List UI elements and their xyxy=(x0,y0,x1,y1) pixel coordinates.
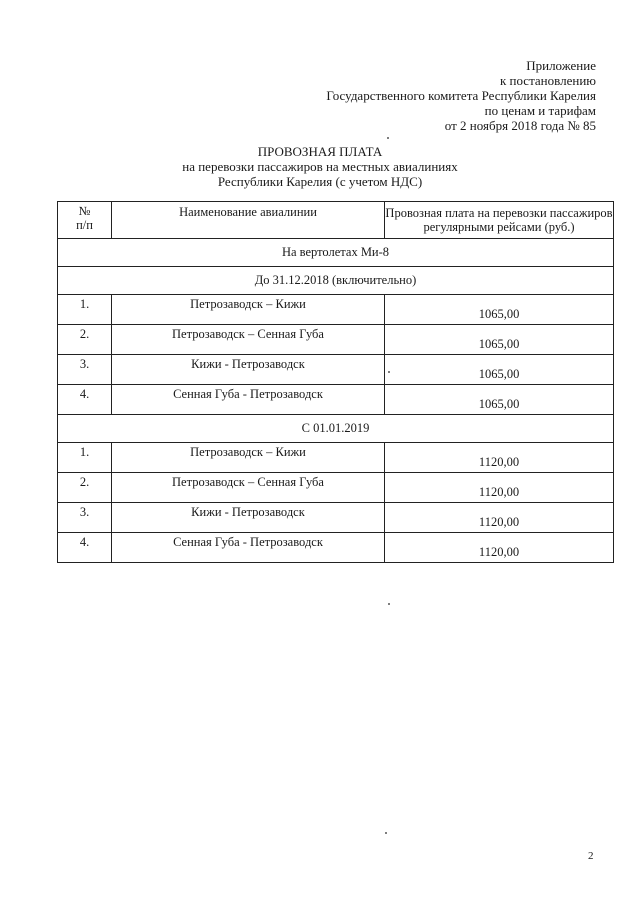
period-label: С 01.01.2019 xyxy=(58,415,614,443)
row-number: 4. xyxy=(58,533,112,563)
row-number: 2. xyxy=(58,473,112,503)
table-row xyxy=(58,503,614,533)
row-number: 3. xyxy=(58,355,112,385)
table-header-row xyxy=(58,202,614,239)
period-label: До 31.12.2018 (включительно) xyxy=(58,267,614,295)
fare-value: 1120,00 xyxy=(385,503,614,533)
fare-value: 1065,00 xyxy=(385,385,614,415)
appendix-header xyxy=(326,58,596,133)
header-route-name: Наименование авиалинии xyxy=(112,202,385,239)
route-name: Кижи - Петрозаводск xyxy=(112,355,385,385)
fare-value: 1065,00 xyxy=(385,325,614,355)
header-fare-line2: регулярными рейсами (руб.) xyxy=(423,220,575,234)
appendix-line: Государственного комитета Республики Карелия xyxy=(326,88,596,103)
fare-value: 1120,00 xyxy=(385,473,614,503)
row-number: 4. xyxy=(58,385,112,415)
table-row xyxy=(58,355,614,385)
scan-speck xyxy=(387,137,389,139)
route-name: Петрозаводск – Кижи xyxy=(112,295,385,325)
document-title xyxy=(0,144,640,189)
fares-table xyxy=(57,201,614,563)
route-name: Сенная Губа - Петрозаводск xyxy=(112,533,385,563)
table-row xyxy=(58,473,614,503)
subtitle-line: Республики Карелия (с учетом НДС) xyxy=(217,174,423,189)
table-row xyxy=(58,443,614,473)
table-row xyxy=(58,385,614,415)
appendix-line: Приложение xyxy=(526,58,596,73)
fare-value: 1120,00 xyxy=(385,533,614,563)
period-row xyxy=(58,415,614,443)
fare-value: 1065,00 xyxy=(385,355,614,385)
page-number: 2 xyxy=(588,850,594,862)
table-row xyxy=(58,295,614,325)
table-row xyxy=(58,325,614,355)
row-number: 1. xyxy=(58,443,112,473)
section-aircraft: На вертолетах Ми-8 xyxy=(58,239,614,267)
header-fare-line1: Провозная плата на перевозки пассажиров xyxy=(385,206,613,220)
header-fare xyxy=(385,202,614,239)
row-number: 3. xyxy=(58,503,112,533)
appendix-line: к постановлению xyxy=(499,73,596,88)
fare-value: 1065,00 xyxy=(385,295,614,325)
period-row xyxy=(58,267,614,295)
title-line: ПРОВОЗНАЯ ПЛАТА xyxy=(257,144,383,159)
row-number: 1. xyxy=(58,295,112,325)
scan-speck xyxy=(388,371,390,373)
header-number xyxy=(58,202,112,239)
scan-speck xyxy=(385,832,387,834)
section-row xyxy=(58,239,614,267)
fare-value: 1120,00 xyxy=(385,443,614,473)
header-number-line1: № xyxy=(78,204,91,218)
row-number: 2. xyxy=(58,325,112,355)
appendix-line: по ценам и тарифам xyxy=(484,103,596,118)
route-name: Кижи - Петрозаводск xyxy=(112,503,385,533)
header-number-line2: п/п xyxy=(76,218,93,232)
subtitle-line: на перевозки пассажиров на местных авиалиниях xyxy=(182,159,458,174)
scan-speck xyxy=(388,603,390,605)
appendix-line: от 2 ноября 2018 года № 85 xyxy=(444,118,596,133)
route-name: Петрозаводск – Кижи xyxy=(112,443,385,473)
table-row xyxy=(58,533,614,563)
route-name: Сенная Губа - Петрозаводск xyxy=(112,385,385,415)
route-name: Петрозаводск – Сенная Губа xyxy=(112,473,385,503)
route-name: Петрозаводск – Сенная Губа xyxy=(112,325,385,355)
